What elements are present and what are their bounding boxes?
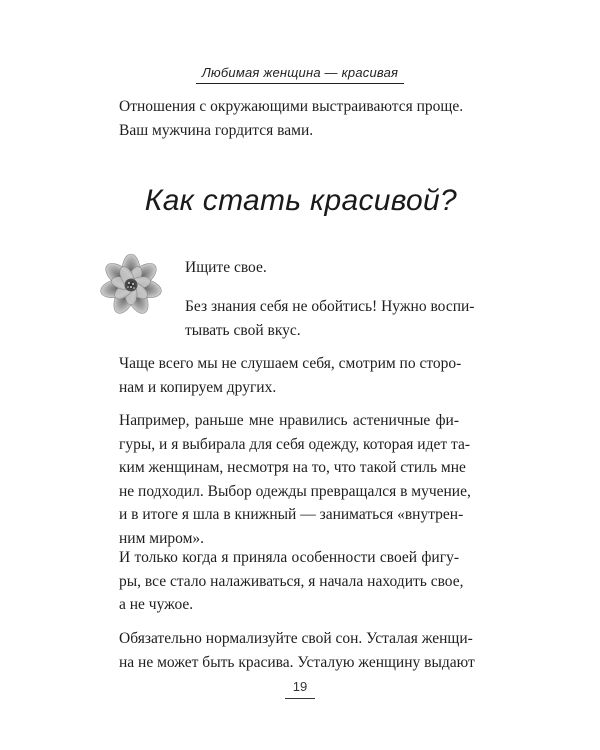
text-line: Отношения с окружающими выстраиваются проще. — [119, 98, 464, 115]
paragraph-copy-others — [119, 352, 462, 399]
text-line: ким женщинам, несмотря на то, что такой стиль мне — [119, 459, 466, 476]
text-line: Ищите свое. — [185, 259, 267, 276]
paragraph-search — [185, 256, 459, 280]
text-line: гуры, и я выбирала для себя одежду, которая идет та- — [119, 435, 471, 453]
running-header — [0, 62, 600, 84]
text-line: и в итоге я шла в книжный — заниматься «внутрен- — [119, 506, 464, 523]
page-number — [0, 676, 600, 699]
text-line: ры, все стало налаживаться, я начала находить свое, — [119, 572, 464, 590]
text-line: Ваш мужчина гордится вами. — [119, 121, 314, 139]
text-line: Без знания себя не обойтись! Нужно воспи- — [185, 298, 475, 315]
text-line: а не чужое. — [119, 596, 194, 613]
text-line: тывать свой вкус. — [185, 321, 301, 339]
text-line: ним миром». — [119, 529, 205, 547]
flower-icon — [98, 252, 164, 318]
paragraph-know-yourself — [185, 295, 475, 342]
text-line: на не может быть красива. Усталую женщину выдают — [119, 653, 475, 671]
text-line: нам и копируем других. — [119, 378, 277, 396]
paragraph-sleep — [119, 627, 475, 674]
text-line: Обязательно нормализуйте свой сон. Усталая женщи- — [119, 630, 473, 647]
paragraph-example — [119, 409, 471, 550]
text-line: Например, раньше мне нравились астеничные фи- — [119, 412, 459, 429]
text-line: И только когда я приняла особенности своей фигу- — [119, 549, 459, 566]
paragraph-acceptance — [119, 546, 464, 617]
intro-paragraph — [119, 95, 464, 142]
page-number-text: 19 — [285, 679, 315, 699]
running-title: Любимая женщина — красивая — [196, 65, 404, 84]
text-line: не подходил. Выбор одежды превращался в мучение, — [119, 482, 471, 500]
text-line: Чаще всего мы не слушаем себя, смотрим по сторо- — [119, 355, 462, 372]
section-heading: Как стать красивой? — [144, 184, 457, 217]
